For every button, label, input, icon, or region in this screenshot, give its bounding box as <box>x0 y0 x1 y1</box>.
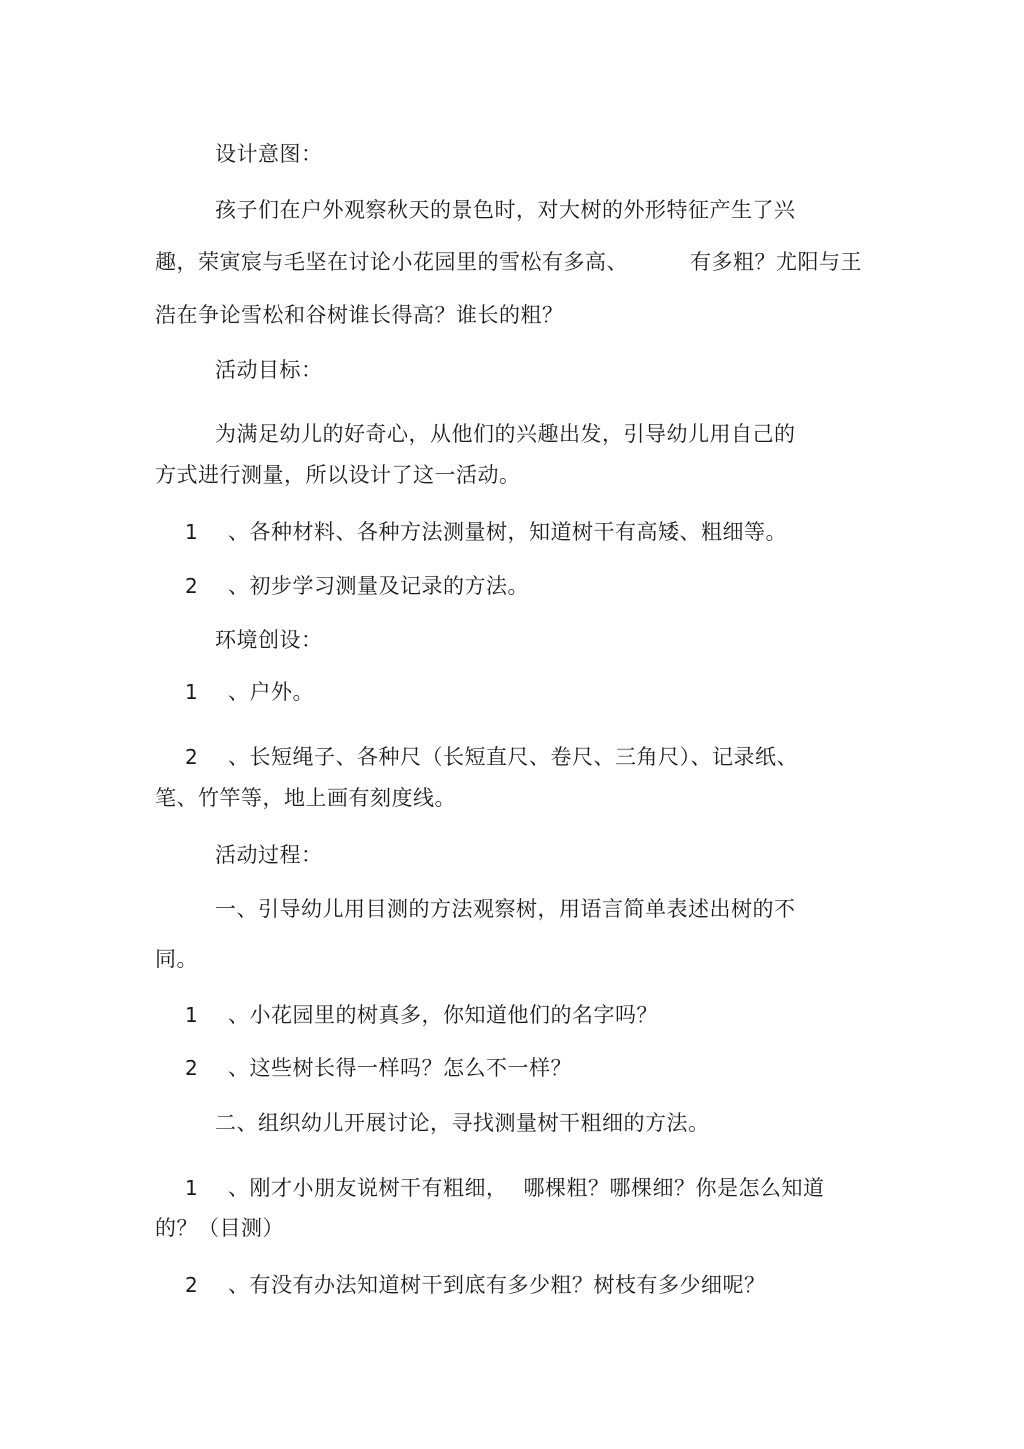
goals-intro-line-1: 为满足幼儿的好奇心，从他们的兴趣出发，引导幼儿用自己的 <box>215 422 796 446</box>
intro-line-1: 孩子们在户外观察秋天的景色时，对大树的外形特征产生了兴 <box>215 198 796 222</box>
step1-line-2: 同。 <box>155 947 198 971</box>
goal-item-1: 、各种材料、各种方法测量树，知道树干有高矮、粗细等。 <box>228 520 787 544</box>
heading-environment: 环境创设： <box>215 628 323 652</box>
step2-item-1a: 、刚才小朋友说树干有粗细， <box>228 1176 508 1200</box>
heading-process: 活动过程： <box>215 843 323 867</box>
step2-item-2: 、有没有办法知道树干到底有多少粗？树枝有多少细呢？ <box>228 1273 766 1297</box>
heading-design-intent: 设计意图： <box>215 142 323 166</box>
step1-number-2: 2 <box>185 1056 198 1080</box>
step2-item-1 <box>228 1174 825 1202</box>
env-item-1: 、户外。 <box>228 680 314 704</box>
step2-heading: 二、组织幼儿开展讨论，寻找测量树干粗细的方法。 <box>215 1111 710 1135</box>
goal-number-2: 2 <box>185 574 198 598</box>
intro-line-2a: 趣，荣寅宸与毛坚在讨论小花园里的雪松有多高、 <box>155 250 628 274</box>
goal-number-1: 1 <box>185 520 198 544</box>
goal-item-2: 、初步学习测量及记录的方法。 <box>228 574 529 598</box>
step1-number-1: 1 <box>185 1003 198 1027</box>
intro-line-2b: 有多粗？尤阳与王 <box>690 250 862 274</box>
intro-line-3: 浩在争论雪松和谷树谁长得高？谁长的粗？ <box>155 303 564 327</box>
env-number-1: 1 <box>185 680 198 704</box>
step1-item-2: 、这些树长得一样吗？怎么不一样？ <box>228 1056 572 1080</box>
step1-item-1: 、小花园里的树真多，你知道他们的名字吗？ <box>228 1003 658 1027</box>
step1-line-1: 一、引导幼儿用目测的方法观察树，用语言简单表述出树的不 <box>215 897 796 921</box>
env-item-2-cont: 笔、竹竿等，地上画有刻度线。 <box>155 786 456 810</box>
goals-intro-line-2: 方式进行测量，所以设计了这一活动。 <box>155 463 521 487</box>
intro-line-2 <box>155 248 862 276</box>
env-number-2: 2 <box>185 745 198 769</box>
step2-item-1-cont: 的？（目测） <box>155 1216 284 1240</box>
step2-item-1b: 哪棵粗？哪棵细？你是怎么知道 <box>523 1176 825 1200</box>
step2-number-2: 2 <box>185 1273 198 1297</box>
env-item-2: 、长短绳子、各种尺（长短直尺、卷尺、三角尺）、记录纸、 <box>228 745 798 769</box>
heading-goals: 活动目标： <box>215 358 323 382</box>
step2-number-1: 1 <box>185 1176 198 1200</box>
